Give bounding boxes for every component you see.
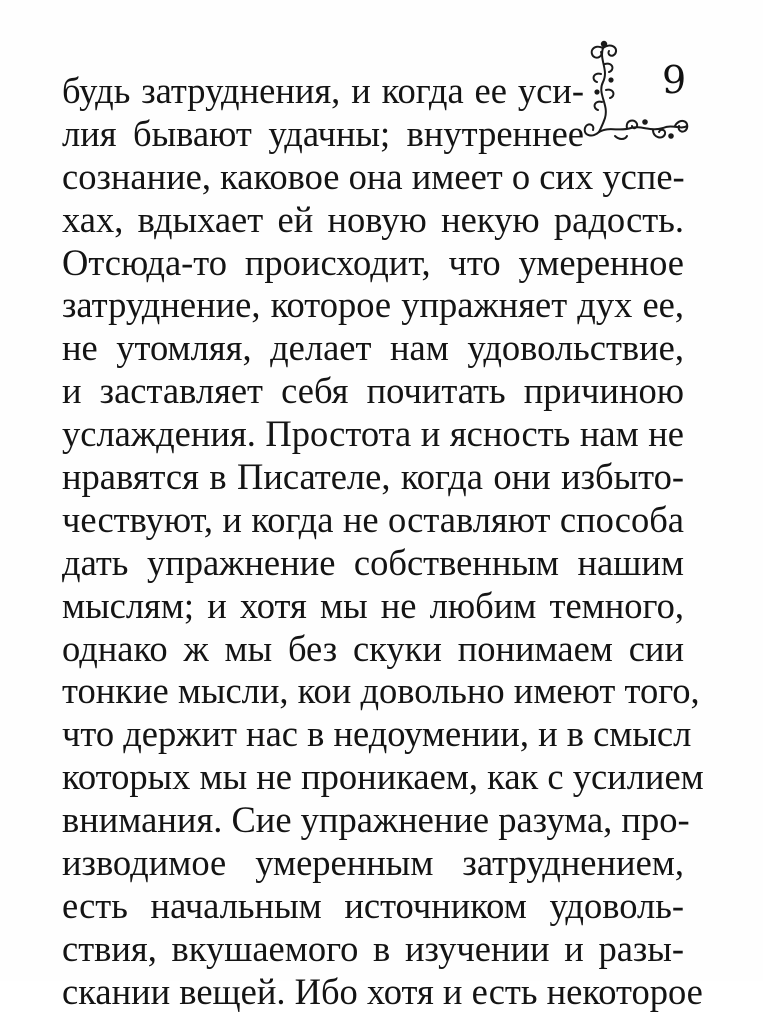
text-line: изводимое умеренным затруднением, xyxy=(62,842,684,884)
text-line: не утомляя, делает нам удовольствие, xyxy=(62,327,684,369)
body-text xyxy=(62,70,704,1014)
text-line: есть начальным источником удоволь- xyxy=(62,884,684,926)
text-line: Отсюда-то происходит, что умеренное xyxy=(62,241,684,283)
text-line: затруднение, которое упражняет дух ее, xyxy=(62,284,684,326)
text-line: мыслям; и хотя мы не любим темного, xyxy=(62,584,684,626)
text-line: внимания. Сие упражнение разума, про- xyxy=(62,799,690,841)
text-line: скании вещей. Ибо хотя и есть некоторое xyxy=(62,970,703,1012)
text-line: чествуют, и когда не оставляют способа xyxy=(62,498,684,540)
text-line: нравятся в Писателе, когда они избыто- xyxy=(62,456,684,498)
text-line: что держит нас в недоумении, и в смысл xyxy=(62,713,692,755)
text-line: будь затруднения, и когда ее уси- xyxy=(62,70,584,111)
text-line: лия бывают удачны; внутреннее xyxy=(62,112,584,154)
text-line: ствия, вкушаемого в изучении и разы- xyxy=(62,927,684,969)
text-line: и заставляет себя почитать причиною xyxy=(62,370,684,412)
page-number: 9 xyxy=(662,58,687,102)
text-line: дать упражнение собственным нашим xyxy=(62,541,684,583)
text-line: услаждения. Простота и ясность нам не xyxy=(62,413,684,455)
text-line: сознание, каковое она имеет о сих успе- xyxy=(62,155,685,197)
text-line: хах, вдыхает ей новую некую радость. xyxy=(62,198,684,240)
text-line: тонкие мысли, кои довольно имеют того, xyxy=(62,670,700,712)
text-line: однако ж мы без скуки понимаем сии xyxy=(62,627,684,669)
text-line: которых мы не проникаем, как с усилием xyxy=(62,756,704,798)
